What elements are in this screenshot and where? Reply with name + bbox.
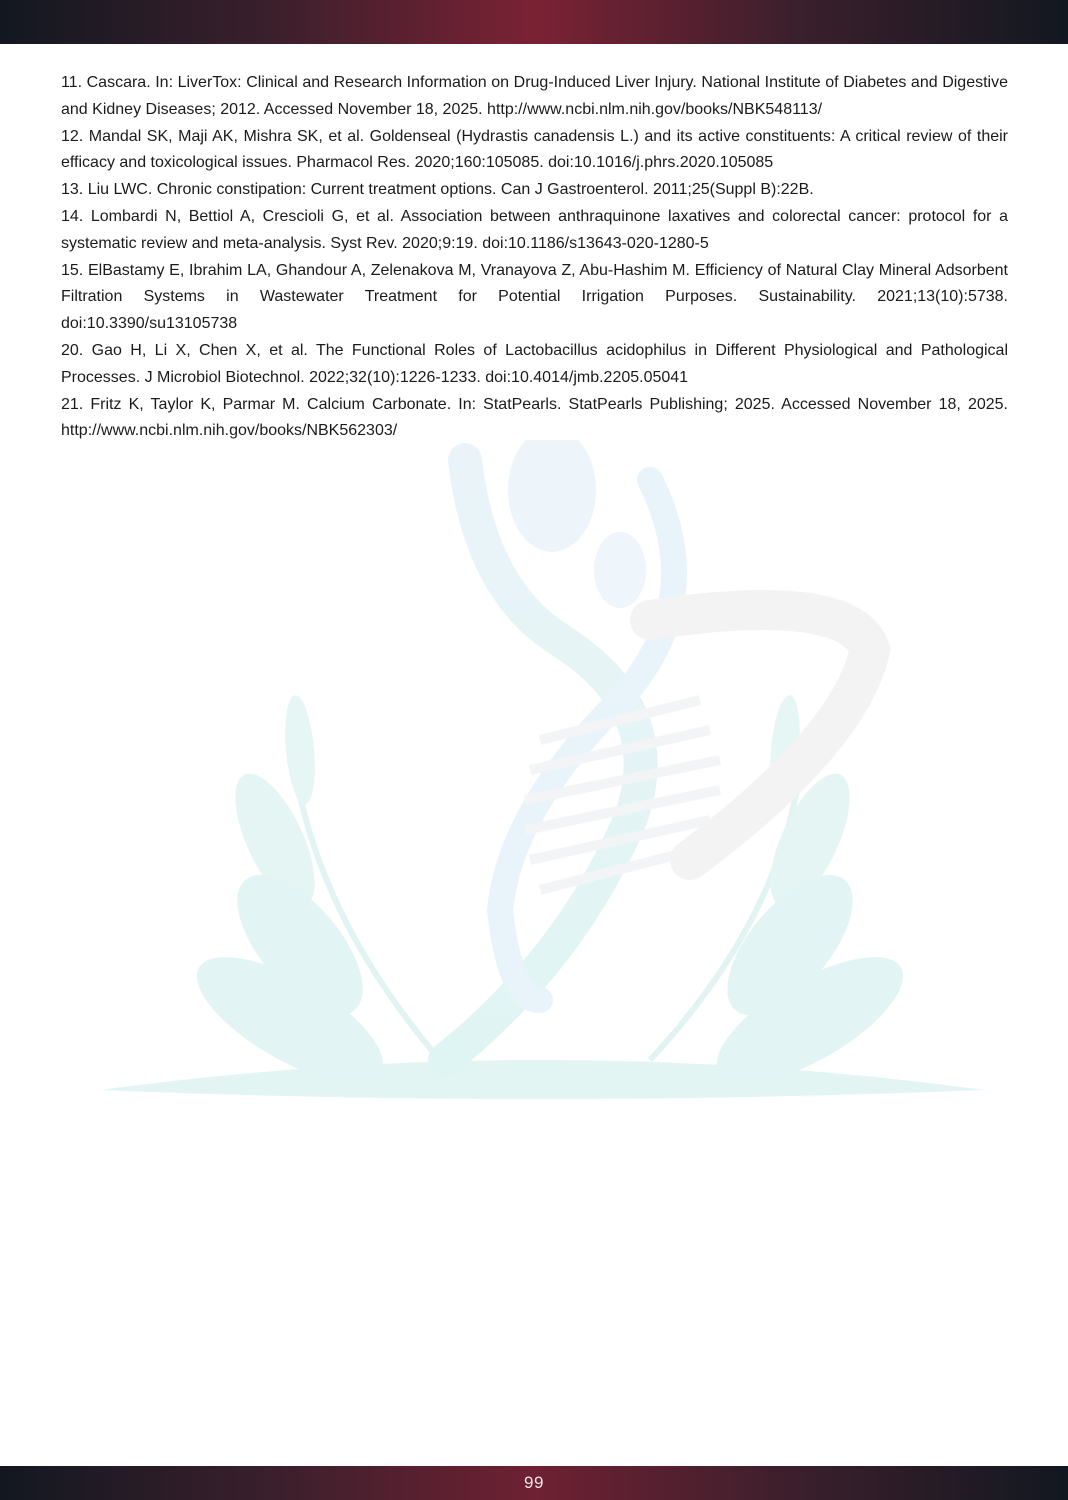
header-band — [0, 0, 1068, 44]
reference-item: 11. Cascara. In: LiverTox: Clinical and Research Information on Drug-Induced Liver Injury. National Institute of Diabetes and Digestive and Kidney Diseases; 2012. Accessed November 18, 2025. http://www.ncbi.nlm.nih.gov/books/NBK548113/ — [61, 74, 1008, 118]
reference-item: 12. Mandal SK, Maji AK, Mishra SK, et al. Goldenseal (Hydrastis canadensis L.) and its active constituents: A critical review of their efficacy and toxicological issues. Pharmacol Res. 2020;160:105085. doi:10.1016/j.phrs.2020.105085 — [61, 127, 1008, 172]
reference-item: 15. ElBastamy E, Ibrahim LA, Ghandour A, Zelenakova M, Vranayova Z, Abu-Hashim M. Efficiency of Natural Clay Mineral Adsorbent Filtration Systems in Wastewater Treatment for Potential Irrigation Purposes. Sustainability. 2021;13(10):5738. doi:10.3390/su13105738 — [61, 261, 1008, 333]
reference-item: 13. Liu LWC. Chronic constipation: Current treatment options. Can J Gastroenterol. 2011;25(Suppl B):22B. — [61, 181, 814, 199]
reference-list — [61, 70, 1008, 445]
reference-item: 21. Fritz K, Taylor K, Parmar M. Calcium Carbonate. In: StatPearls. StatPearls Publishing; 2025. Accessed November 18, 2025. http://www.ncbi.nlm.nih.gov/books/NBK562303/ — [61, 395, 1008, 440]
reference-item: 14. Lombardi N, Bettiol A, Crescioli G, et al. Association between anthraquinone laxatives and colorectal cancer: protocol for a systematic review and meta-analysis. Syst Rev. 2020;9:19. doi:10.1186/s13643-020-1280-5 — [61, 207, 1008, 252]
page-number: 99 — [524, 1473, 544, 1492]
reference-item: 20. Gao H, Li X, Chen X, et al. The Functional Roles of Lactobacillus acidophilus in Different Physiological and Pathological Processes. J Microbiol Biotechnol. 2022;32(10):1226-1233. doi:10.4014/jmb.2205.05041 — [61, 341, 1008, 386]
footer-band — [0, 1466, 1068, 1500]
dna-laurel-watermark-icon — [90, 440, 990, 1110]
